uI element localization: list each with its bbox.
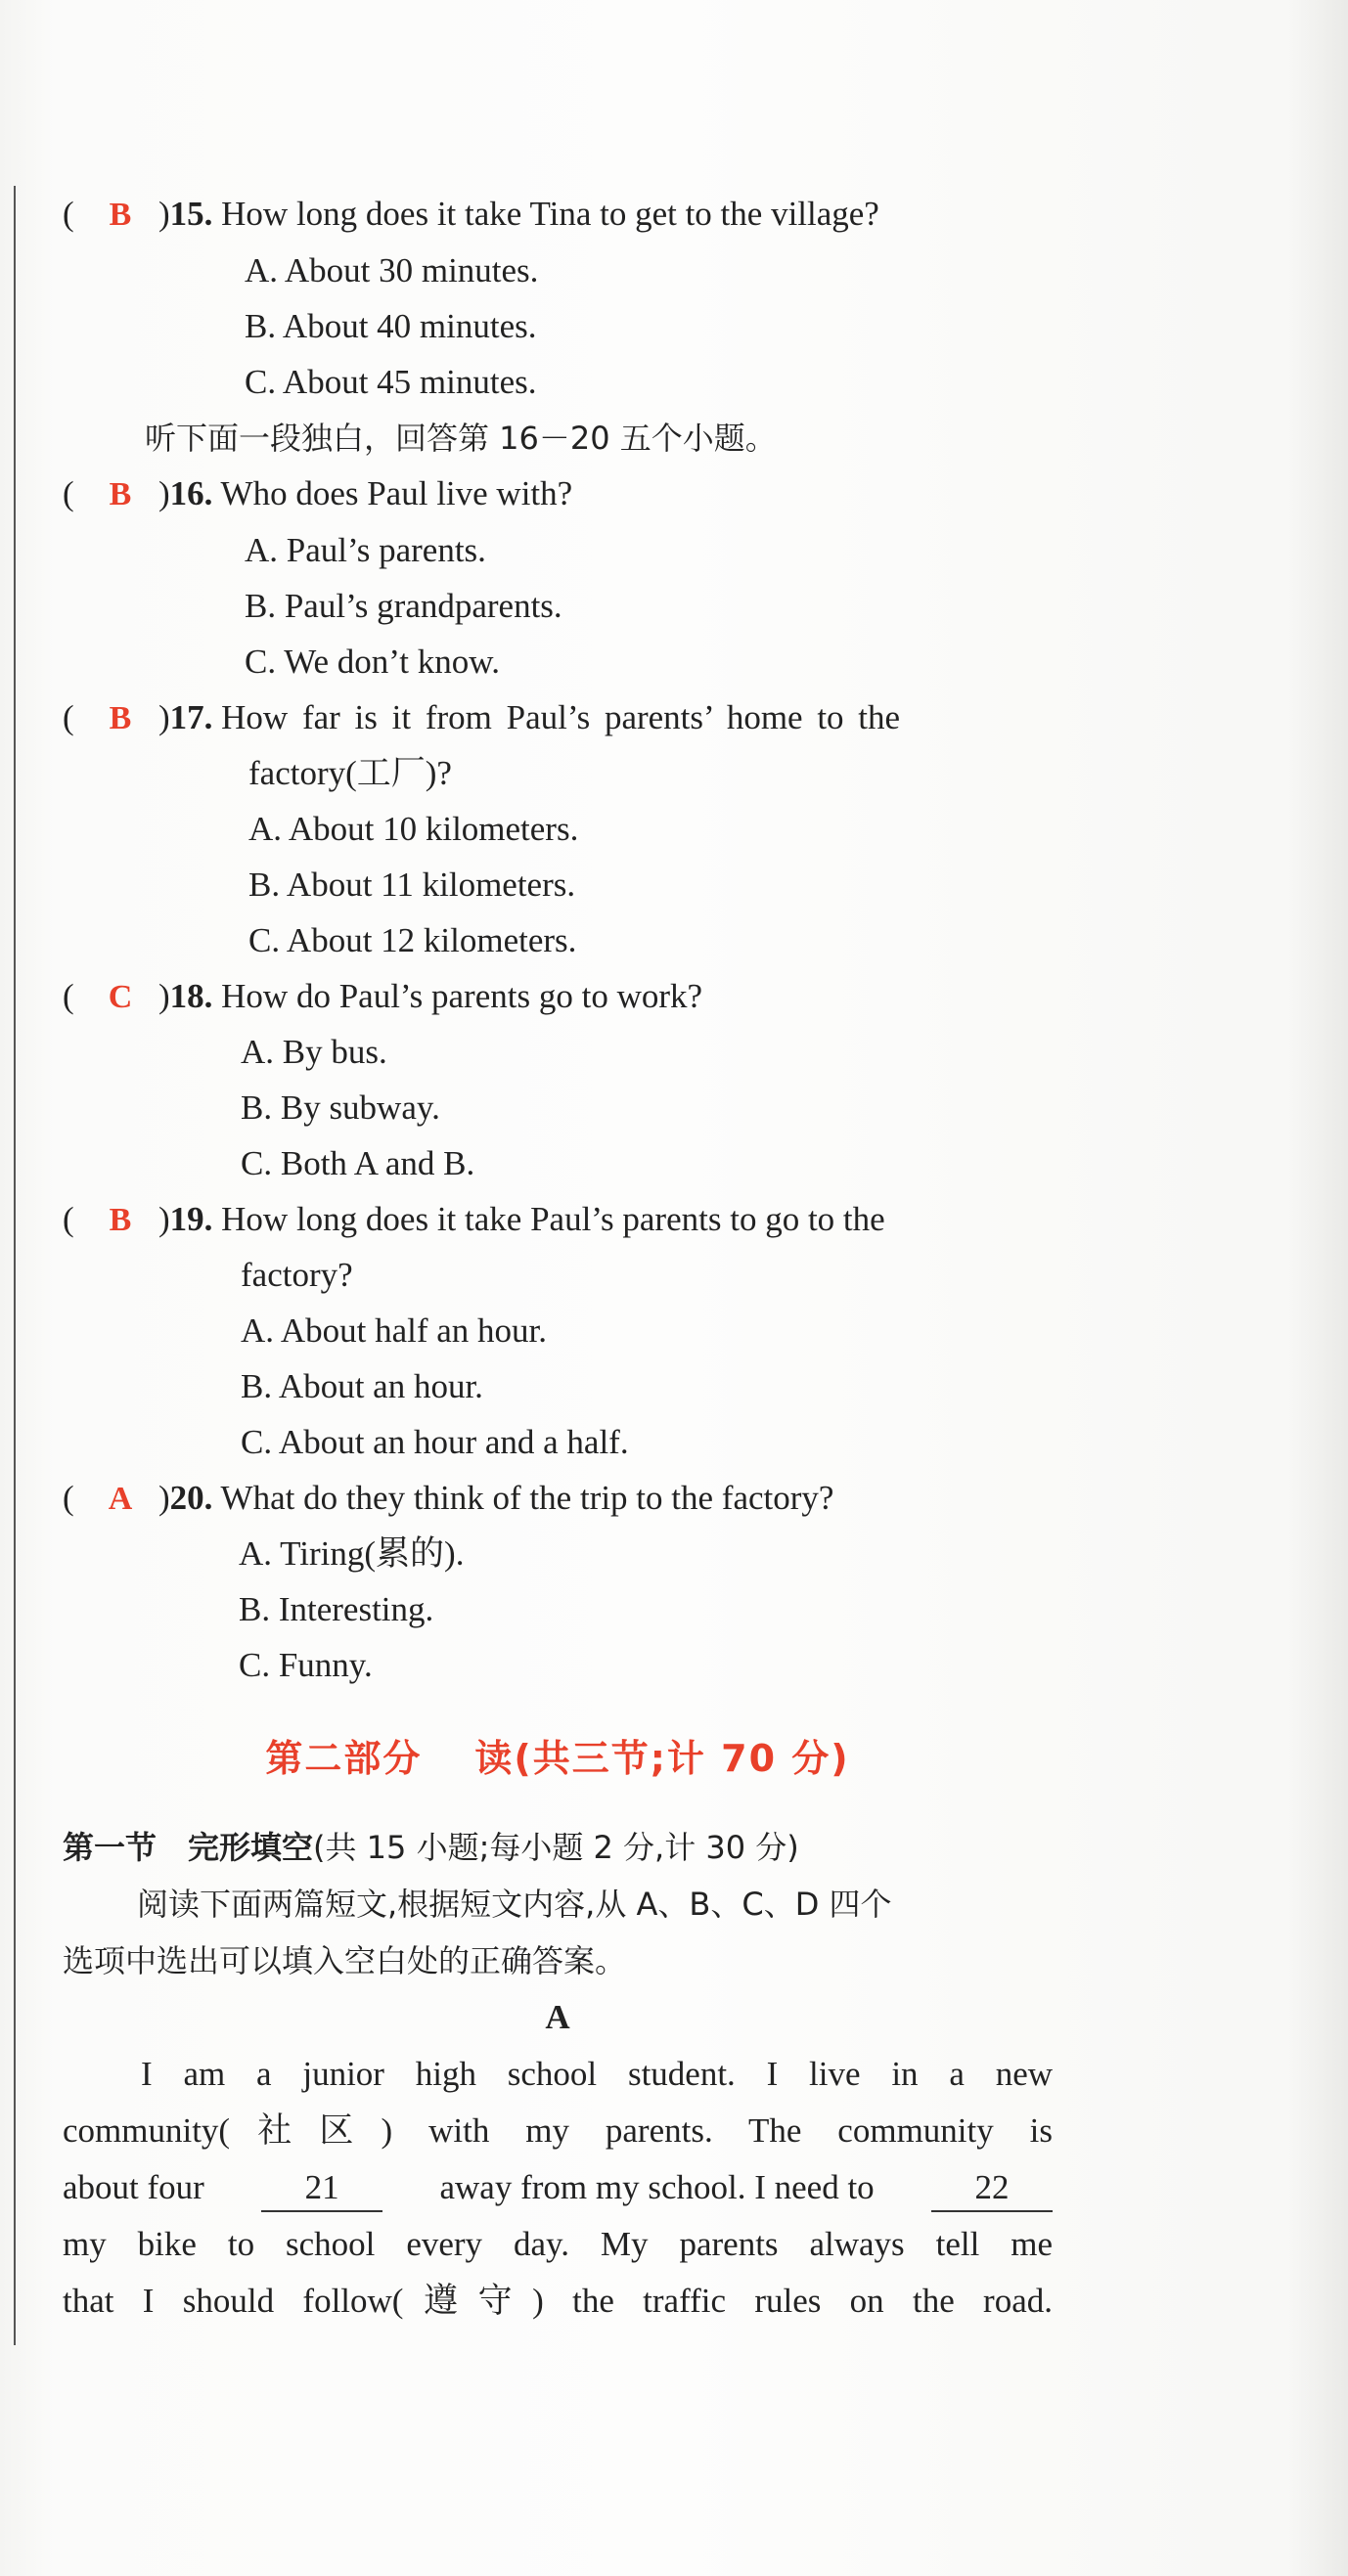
question-19: ( B )19. How long does it take Paul’s parents to go to the — [63, 1191, 885, 1249]
question-19-stem-continued: factory? — [241, 1256, 353, 1294]
page-edge-shadow — [1289, 0, 1348, 2576]
question-stem: How do Paul’s parents go to work? — [221, 977, 703, 1015]
question-number: 17. — [169, 698, 213, 736]
option-18c: C. Both A and B. — [241, 1144, 475, 1182]
question-20: ( A )20. What do they think of the trip to the factory? — [63, 1470, 833, 1528]
question-15: ( B )15. How long does it take Tina to get to the village? — [63, 186, 879, 244]
question-stem: Who does Paul live with? — [220, 474, 573, 512]
listening-instruction: 听下面一段独白，回答第 16－20 五个小题。 — [145, 420, 777, 457]
option-18b: B. By subway. — [241, 1088, 440, 1127]
question-number: 16. — [169, 474, 213, 512]
option-17c: C. About 12 kilometers. — [248, 921, 577, 959]
option-15a: A. About 30 minutes. — [245, 251, 539, 289]
section-one-detail: (共 15 小题;每小题 2 分,计 30 分) — [313, 1829, 799, 1866]
question-stem: How long does it take Tina to get to the village? — [221, 195, 879, 233]
open-paren: ( — [63, 195, 74, 233]
passage-line-4: my bike to school every day. My parents always tell me — [63, 2225, 1053, 2263]
option-19a: A. About half an hour. — [241, 1311, 548, 1350]
option-16b: B. Paul’s grandparents. — [245, 587, 562, 625]
option-20c: C. Funny. — [239, 1646, 373, 1684]
section-one-title: 第一节 完形填空 — [63, 1829, 314, 1866]
passage-line-2: community(社区) with my parents. The community is — [63, 2111, 1053, 2150]
answer-15: B — [109, 197, 132, 233]
passage-line-3 — [63, 2159, 1053, 2216]
answer-19: B — [109, 1202, 132, 1238]
option-17b: B. About 11 kilometers. — [248, 866, 576, 904]
answer-17: B — [109, 700, 132, 736]
passage-label: A — [545, 1998, 570, 2036]
section-one-heading — [63, 1819, 799, 1876]
question-stem: How far is it from Paul’s parents’ home to the — [221, 698, 901, 736]
question-number: 20. — [169, 1479, 213, 1517]
option-18a: A. By bus. — [241, 1033, 387, 1071]
question-17: ( B )17. How far is it from Paul’s parents’ home to the — [63, 689, 900, 747]
answer-16: B — [109, 476, 132, 512]
option-15c: C. About 45 minutes. — [245, 363, 537, 401]
cloze-blank-21[interactable]: 21 — [261, 2165, 382, 2212]
cloze-instruction-line2: 选项中选出可以填入空白处的正确答案。 — [63, 1942, 627, 1979]
question-17-stem-continued: factory(工厂)? — [248, 754, 452, 792]
passage-line-5: that I should follow(遵守) the traffic rules on the road. — [63, 2282, 1053, 2320]
option-19c: C. About an hour and a half. — [241, 1423, 629, 1461]
part-two-title: 读(共三节;计 70 分) — [474, 1737, 850, 1780]
question-number: 18. — [169, 977, 213, 1015]
question-stem: How long does it take Paul’s parents to go to the — [221, 1200, 885, 1238]
part-two-heading — [0, 1729, 1115, 1788]
answer-20: A — [108, 1481, 133, 1517]
part-two-label: 第二部分 — [265, 1737, 423, 1780]
question-number: 15. — [169, 195, 213, 233]
question-stem: What do they think of the trip to the factory? — [220, 1479, 834, 1517]
passage-line-1: I am a junior high school student. I live in a new — [141, 2055, 1053, 2093]
option-17a: A. About 10 kilometers. — [248, 810, 579, 848]
option-20b: B. Interesting. — [239, 1590, 434, 1628]
cloze-instruction-line1: 阅读下面两篇短文,根据短文内容,从 A、B、C、D 四个 — [137, 1886, 892, 1923]
cloze-blank-22[interactable]: 22 — [931, 2165, 1053, 2212]
question-16: ( B )16. Who does Paul live with? — [63, 466, 572, 523]
question-18: ( C )18. How do Paul’s parents go to work? — [63, 968, 702, 1026]
question-number: 19. — [169, 1200, 213, 1238]
answer-18: C — [108, 979, 133, 1015]
passage-line-3-start: about four — [63, 2168, 204, 2206]
option-19b: B. About an hour. — [241, 1367, 483, 1405]
option-20a: A. Tiring(累的). — [239, 1534, 465, 1573]
option-16a: A. Paul’s parents. — [245, 531, 486, 569]
option-15b: B. About 40 minutes. — [245, 307, 537, 345]
option-16c: C. We don’t know. — [245, 643, 500, 681]
passage-line-3-middle: away from my school. I need to — [439, 2168, 875, 2206]
